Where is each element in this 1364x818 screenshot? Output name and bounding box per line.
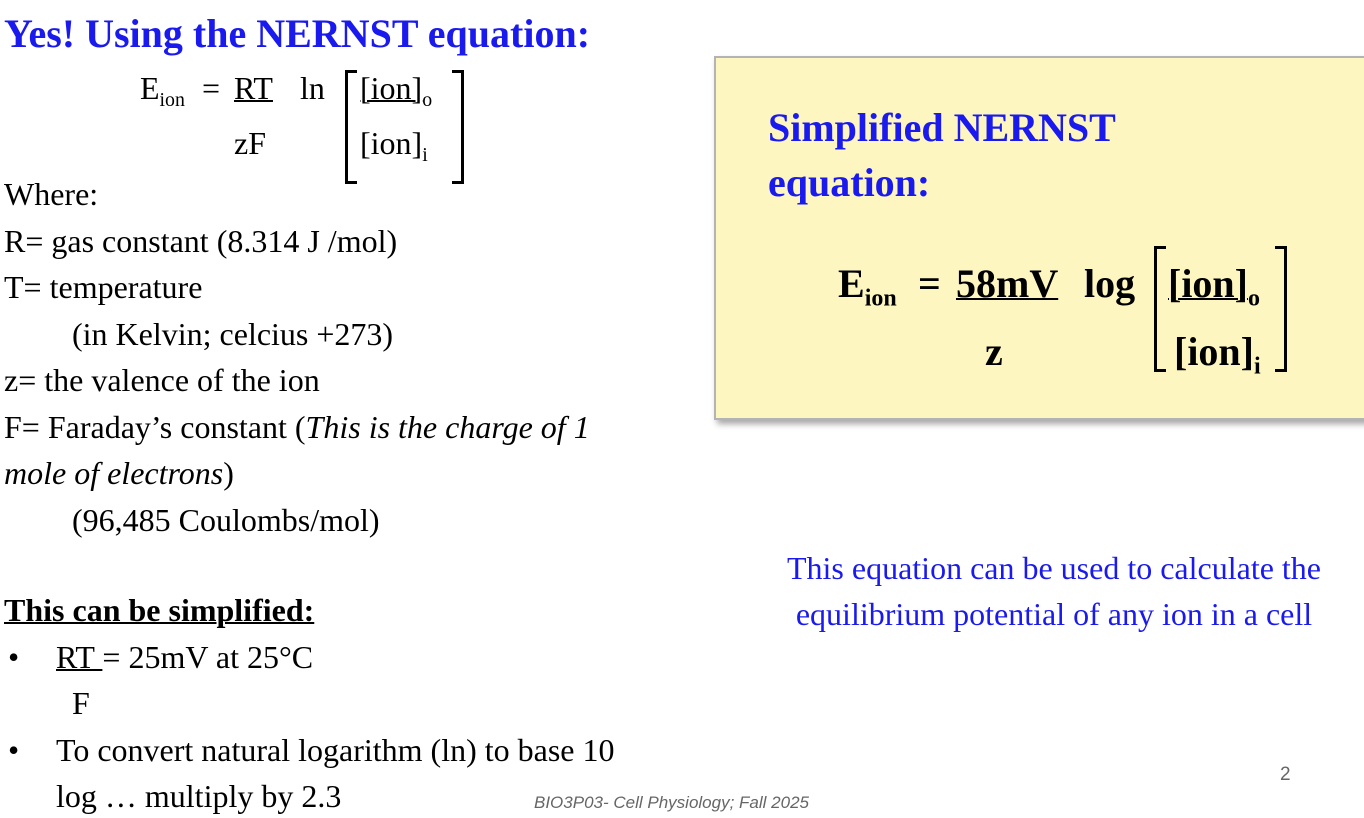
box-equals: = <box>918 261 941 306</box>
simplify-heading: This can be simplified: <box>4 592 315 628</box>
simplify-item-2-line-2: log … multiply by 2.3 <box>56 778 342 814</box>
formula-sub-i: i <box>422 143 428 166</box>
definition-f-cont: mole of electrons) <box>4 455 234 491</box>
definition-f-value: (96,485 Coulombs/mol) <box>72 502 380 538</box>
box-left-bracket <box>1154 246 1166 372</box>
formula-right-bracket <box>452 70 464 184</box>
bullet-2: • <box>8 732 20 768</box>
definition-r: R= gas constant (8.314 J /mol) <box>4 223 398 259</box>
definition-t: T= temperature <box>4 269 203 305</box>
simplify-item-1-f: F <box>72 685 90 721</box>
box-title: Simplified NERNST equation: <box>768 105 1116 205</box>
equation-note: This equation can be used to calculate the equilibrium potential of any ion in a cell <box>786 550 1321 632</box>
formula-left-bracket <box>345 70 357 184</box>
definition-f-italic: This is the charge of 1 <box>305 409 590 445</box>
definition-t-note: (in Kelvin; celcius +273) <box>72 316 394 352</box>
formula-ion-inside: $[ion]_i$ <box>360 125 428 166</box>
box-denominator: z <box>985 329 1003 374</box>
box-right-bracket <box>1275 246 1287 372</box>
footer-course: BIO3P03- Cell Physiology; Fall 2025 <box>534 793 809 812</box>
simplify-item-2-line-1: To convert natural logarithm (ln) to base 10 <box>56 732 615 768</box>
box-log: log <box>1084 261 1136 306</box>
definition-f: F= Faraday’s constant (This is the charge of 1 <box>4 409 590 445</box>
formula-lhs-sub: ion <box>159 88 185 111</box>
page-number: 2 <box>1280 764 1291 785</box>
box-ion-outside: $[ion]_o$ <box>1168 261 1260 312</box>
where-label: Where: <box>4 176 99 212</box>
box-sub-o: o <box>1248 285 1260 312</box>
item-1-rt: RT <box>56 639 103 675</box>
formula-equals: = <box>202 70 221 106</box>
slide-title: Yes! Using the NERNST equation: <box>4 11 591 56</box>
formula-lhs: $E_{ion}$ <box>140 70 185 111</box>
formula-ion-outside: $[ion]_o$ <box>360 70 433 111</box>
bullet-1: • <box>8 639 20 675</box>
definition-f-italic-2: mole of electrons <box>4 455 224 491</box>
box-lhs: $E_{ion}$ <box>838 261 897 312</box>
box-sub-i: i <box>1254 353 1261 380</box>
box-ion-inside: $[ion]_i$ <box>1174 329 1261 380</box>
formula-ln: ln <box>300 70 325 106</box>
formula-sub-o: o <box>422 88 433 111</box>
definition-z: z= the valence of the ion <box>4 362 320 398</box>
formula-denominator: zF <box>234 125 266 161</box>
simplify-item-1: RT = 25mV at 25°C <box>56 639 314 675</box>
box-lhs-sub: ion <box>864 285 897 312</box>
box-numerator: 58mV <box>956 261 1059 306</box>
formula-numerator: RT <box>234 70 273 106</box>
